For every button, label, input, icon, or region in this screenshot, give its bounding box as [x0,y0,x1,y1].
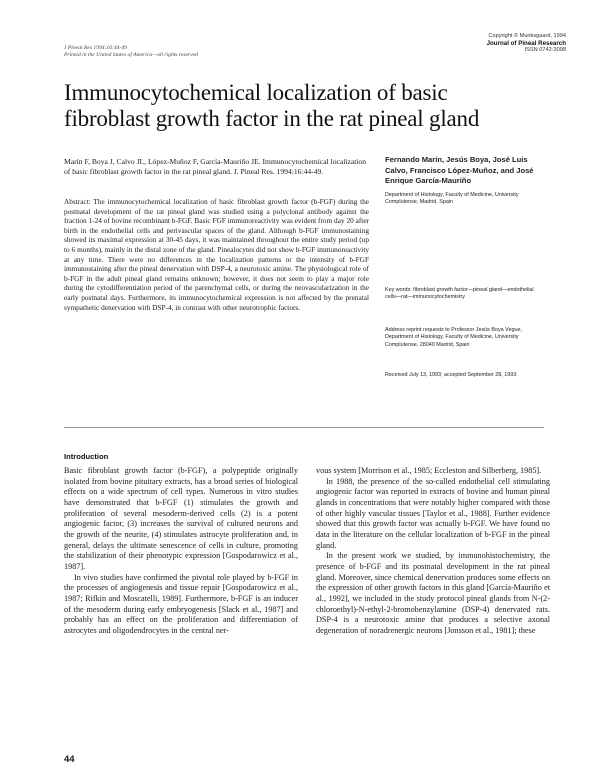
received-dates: Received July 13, 1993; accepted September 28, 1993. [385,372,518,378]
keywords: Key words: fibroblast growth factor—pineal gland—endothelial cells—rat—immunocytochemistry [385,287,534,301]
section-divider [64,427,544,428]
body-column-right [316,466,550,637]
reprint-address: Address reprint requests to Professor Jesús Boya Vegue, Department of Histology, Faculty of Medicine, University Complutense, 28040 Madrid, Spain [385,327,522,348]
body-paragraph: vous system [Morrison et al., 1985; Eccleston and Silberberg, 1985]. [316,466,542,475]
body-paragraph: In vivo studies have confirmed the pivotal role played by b-FGF in the processes of angiogenesis and tissue repair [Gospodarowicz et al., 1987; Rifkin and Moscatelli, 1989]. Furthermore, b-FGF is an inducer of the mesoderm during early embryogenesis [Slack et al., 1987] and probably has an effect on the proliferation and differentiation of astrocytes and oligodendrocytes in the central ner- [64,572,298,635]
citation: Marín F, Boya J, Calvo JL, López-Muñoz F, García-Mauriño JE. Immunocytochemical localization of basic fibroblast growth factor in the rat pineal gland. J. Pineal Res. 1994:16:44-49. [64,157,367,176]
journal-name: Journal of Pineal Research [486,40,566,48]
article-title [64,80,544,132]
body-paragraph: In 1988, the presence of the so-called endothelial cell stimulating angiogenic factor was reported in extracts of bovine and human pineal glands in concentrations that were notably higher compared with those of other highly vascular tissues [Taylor et al., 1988]. Further evidence showed that this growth factor was actually b-FGF. We have found no data in the literature on the cellular localization of b-FGF in the pineal gland. [316,476,550,550]
body-paragraph: In the present work we studied, by immunohistochemistry, the presence of b-FGF and its postnatal development in the rat pineal gland. Moreover, since chemical denervation produces some effects on the expression of other growth factors in this gland [García-Mauriño et al., 1992], we included in the study protocol pineal glands from N-(2-chloroethyl)-N-ethyl-2-bromobenzylamine (DSP-4) denervated rats. DSP-4 is a neurotoxic amine that produces a selective axonal degeneration of noradrenergic neurons [Jonsson et al., 1981]; these [316,551,550,635]
printed-notice-line: Printed in the United States of America—all rights reserved [64,52,198,58]
running-header-left [64,45,198,59]
issn-line: ISSN 0742-3098 [524,47,566,54]
body-paragraph: Basic fibroblast growth factor (b-FGF), a polypeptide originally isolated from bovine pituitary extracts, has a broad series of biological effects on a wide spectrum of cell types. Numerous in vitro studies have demonstrated that b-FGF (1) stimulates the growth and proliferation of several mesoderm-derived cells (2) is a potent angiogenic factor, (3) increases the survival of cultured neurons and the growth of the neurite, (4) stimulates astrocyte proliferation and, in general, delays the ultimate senescence of cells in culture, promoting the stabilization of their phenotypic expression [Gospodarowicz et al., 1987]. [64,466,298,571]
title-line-1: Immunocytochemical localization of basic [64,80,448,105]
running-header-right [430,33,566,55]
abstract: Abstract: The immunocytochemical localization of basic fibroblast growth factor (b-FGF) during the postnatal development of the rat pineal gland was studied using a polyclonal antibody against the fraction 1-24 of bovine recombinant b-FGF. Basic FGF immunoreactivity was evident from day 20 after birth in the endothelial cells and perivascular spaces of the gland. Although b-FGF immunostaining showed its maximal expression at 30-45 days, it was maintained throughout the entire study period (up to 6 months), mainly in the distal zone of the gland. Pinealocytes did not show b-FGF immunoreactivity at any time. There were no differences in the localization patterns or the intensity of b-FGF immunostaining after the pineal denervation with DSP-4, a neurotoxic amine. The physiological role of b-FGF in the adult pineal gland remains unknown; however, it does not seem to play a major role during the cytodifferentiation period of the parenchymal cells, or during the neovascularization in the early postnatal days. Furthermore, its immunocytochemical expression is not affected by the prenatal sympathetic denervation with DSP-4, in contrast with other neurotrophic factors. [64,197,369,312]
affiliation: Department of Histology, Faculty of Medicine, University Complutense, Madrid, Spain [385,191,519,205]
body-column-left [64,452,298,637]
journal-citation-line: J Pineal Res 1994:16:44-49 [64,45,127,51]
author-list: Fernando Marín, Jesús Boya, José Luis Calvo, Francisco López-Muñoz, and José Enrique García-Mauriño [385,155,534,185]
page-number: 44 [64,754,75,765]
introduction-heading: Introduction [64,452,109,461]
copyright-line: Copyright © Munksgaard, 1994 [488,33,566,39]
title-line-2: fibroblast growth factor in the rat pineal gland [64,106,480,131]
author-sidebar [385,155,537,378]
